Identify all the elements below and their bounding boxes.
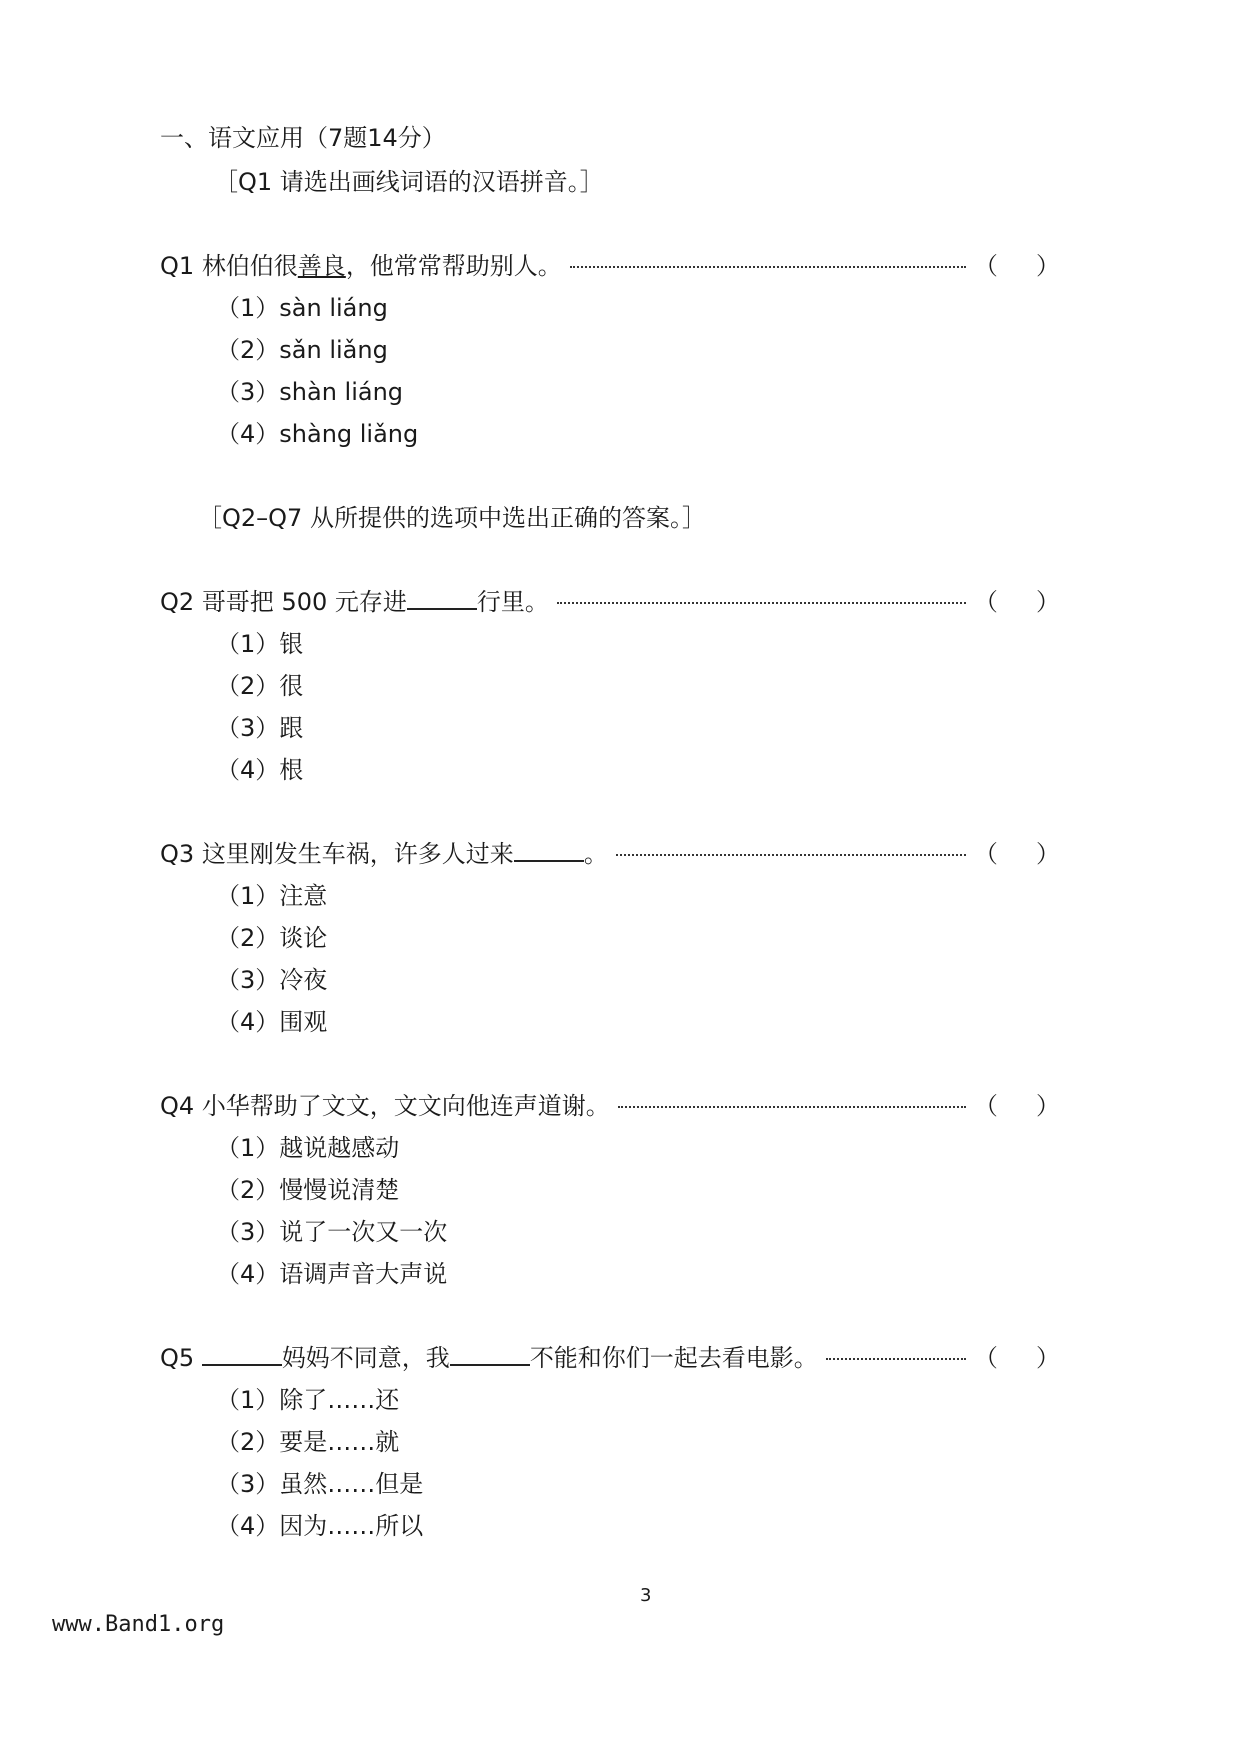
option-3: （3）虽然……但是 [216, 1470, 424, 1498]
option-2: （2）很 [216, 672, 304, 700]
option-4: （4）根 [216, 756, 304, 784]
section-title: 一、语文应用（7题14分） [160, 124, 446, 152]
option-2: （2）慢慢说清楚 [216, 1176, 400, 1204]
question-q4 [160, 1086, 1060, 1121]
option-4: （4）语调声音大声说 [216, 1260, 448, 1288]
question-q1 [160, 246, 1060, 281]
question-text-after: ，他常常帮助别人。 [345, 252, 562, 280]
option-3: （3）跟 [216, 714, 304, 742]
question-text-before: 这里刚发生车祸，许多人过来 [201, 840, 514, 868]
footer-url: www.Band1.org [52, 1612, 225, 1637]
question-label: Q4 [160, 1092, 195, 1120]
dot-leader [826, 1358, 966, 1360]
answer-parentheses: （ ） [973, 1344, 1060, 1372]
option-4: （4）围观 [216, 1008, 328, 1036]
question-label: Q3 [160, 840, 195, 868]
option-1: （1）除了……还 [216, 1386, 400, 1414]
question-text-after: 。 [583, 840, 608, 868]
option-1: （1）银 [216, 630, 304, 658]
answer-parentheses: （ ） [973, 1092, 1060, 1120]
page-number: 3 [640, 1585, 652, 1606]
dot-leader [557, 602, 966, 604]
option-2: （2）sǎn liǎng [216, 336, 388, 364]
option-3: （3）冷夜 [216, 966, 328, 994]
option-3: （3）说了一次又一次 [216, 1218, 448, 1246]
option-4: （4）shàng liǎng [216, 420, 419, 448]
question-label: Q1 [160, 252, 195, 280]
answer-parentheses: （ ） [973, 840, 1060, 868]
answer-blank [407, 607, 477, 610]
question-text-mid: 妈妈不同意，我 [281, 1344, 450, 1372]
instruction-q1: ［Q1 请选出画线词语的汉语拼音。］ [214, 168, 604, 196]
question-q3 [160, 834, 1060, 869]
question-q1-text [160, 246, 562, 281]
question-text-after: 行里。 [476, 588, 549, 616]
question-q2 [160, 582, 1060, 617]
question-q5-text [160, 1338, 818, 1373]
option-2: （2）谈论 [216, 924, 328, 952]
dot-leader [616, 854, 966, 856]
question-q4-text [160, 1086, 610, 1121]
answer-parentheses: （ ） [973, 588, 1060, 616]
option-1: （1）sàn liáng [216, 294, 388, 322]
question-text-before: 林伯伯很 [201, 252, 298, 280]
question-q5 [160, 1338, 1060, 1373]
instruction-q2-q7: ［Q2–Q7 从所提供的选项中选出正确的答案。］ [198, 504, 706, 532]
option-2: （2）要是……就 [216, 1428, 400, 1456]
question-text: 小华帮助了文文，文文向他连声道谢。 [201, 1092, 610, 1120]
dot-leader [570, 266, 966, 268]
answer-blank [514, 859, 584, 862]
question-q3-text [160, 834, 608, 869]
question-text-before: 哥哥把 500 元存进 [201, 588, 407, 616]
question-label: Q2 [160, 588, 195, 616]
option-1: （1）越说越感动 [216, 1134, 400, 1162]
question-text-after: 不能和你们一起去看电影。 [529, 1344, 818, 1372]
option-1: （1）注意 [216, 882, 328, 910]
question-label: Q5 [160, 1344, 195, 1372]
answer-parentheses: （ ） [973, 252, 1060, 280]
answer-blank [450, 1363, 530, 1366]
answer-blank [202, 1363, 282, 1366]
underlined-word: 善良 [297, 252, 346, 280]
question-q2-text [160, 582, 549, 617]
option-4: （4）因为……所以 [216, 1512, 424, 1540]
option-3: （3）shàn liáng [216, 378, 404, 406]
dot-leader [618, 1106, 966, 1108]
